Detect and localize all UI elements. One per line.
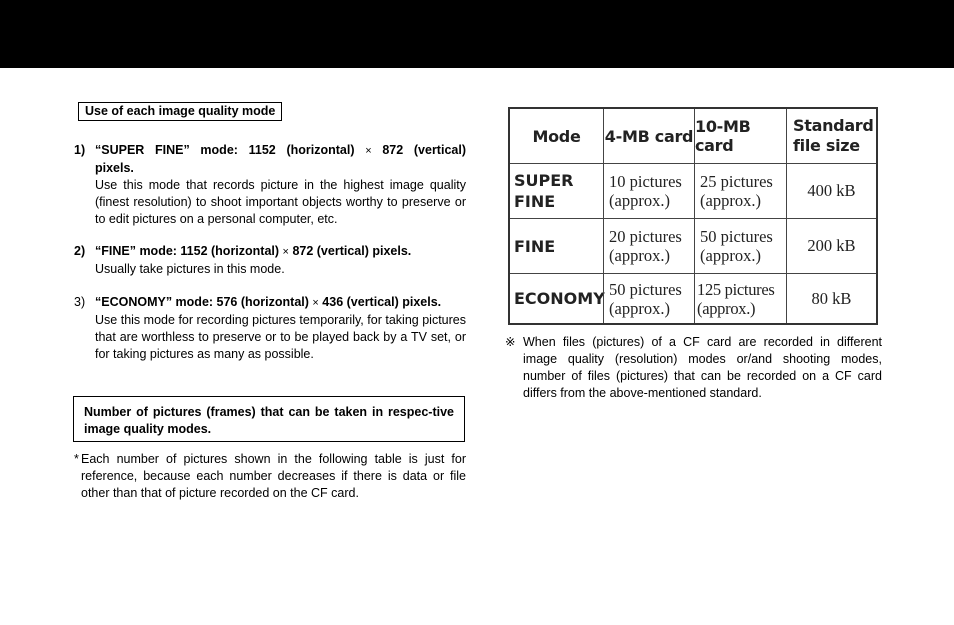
mode-description: Use this mode that records picture in the highest image quality (finest resolution) to shoot important objects worthy to preserve or to edit pictures on a personal computer, etc. bbox=[95, 178, 466, 226]
cell-4mb-approx: (approx.) bbox=[609, 298, 670, 318]
mode-heading-line1: “SUPER FINE” mode: 1152 (horizontal) × 872 (vertical) bbox=[95, 143, 466, 157]
table-row bbox=[510, 218, 876, 273]
top-black-bar bbox=[0, 0, 954, 68]
table-header-row bbox=[510, 109, 876, 163]
mode-heading: “FINE” mode: 1152 (horizontal) × 872 (vertical) pixels. bbox=[95, 244, 412, 258]
row-mode-line2: FINE bbox=[514, 192, 556, 211]
mode-description: Use this mode for recording pictures temporarily, for taking pictures that are worthless to preserve or to be played back by a TV set, or for taking pictures as many as possible. bbox=[95, 313, 466, 361]
cell-4mb-approx: (approx.) bbox=[609, 246, 670, 265]
section-label-image-quality: Use of each image quality mode bbox=[78, 102, 282, 121]
table-row bbox=[510, 273, 876, 323]
header-10mb-card: 10-MB card bbox=[695, 117, 751, 155]
cell-file-size: 400 kB bbox=[786, 164, 876, 218]
cell-4mb-count: 20 pictures bbox=[609, 227, 682, 246]
cell-10mb-approx: (approx.) bbox=[700, 191, 761, 210]
mode-item-economy bbox=[74, 294, 466, 363]
header-4mb-card: 4-MB card bbox=[604, 126, 694, 146]
file-count-note-text: When files (pictures) of a CF card are recorded in different image quality (resolution) modes or/and shooting modes, number of files (pictures) that can be recorded on a CF card differs from the above-mentioned standard. bbox=[523, 335, 882, 400]
item-number: 1) bbox=[74, 143, 86, 157]
mode-heading-line2: pixels. bbox=[95, 161, 134, 175]
table-row bbox=[510, 163, 876, 218]
mode-item-fine bbox=[74, 243, 466, 278]
cell-10mb-count: 50 pictures bbox=[700, 227, 773, 246]
asterisk-mark: * bbox=[74, 452, 79, 466]
cell-file-size: 200 kB bbox=[786, 219, 876, 273]
cell-file-size: 80 kB bbox=[786, 274, 876, 323]
mode-heading: “ECONOMY” mode: 576 (horizontal) × 436 (vertical) pixels. bbox=[95, 295, 442, 309]
mode-description: Usually take pictures in this mode. bbox=[95, 262, 285, 276]
cell-4mb-count: 10 pictures bbox=[609, 172, 682, 191]
reference-note-text: Each number of pictures shown in the following table is just for reference, because each number decreases if there is data or file other than that of picture recorded on the CF card. bbox=[81, 452, 466, 500]
cell-10mb-count: 25 pictures bbox=[700, 172, 773, 191]
item-number: 3) bbox=[74, 295, 86, 309]
cell-10mb-count: 125 pictures bbox=[697, 279, 775, 299]
pictures-table bbox=[508, 107, 878, 325]
file-count-note bbox=[505, 334, 882, 402]
row-mode-line1: ECONOMY bbox=[514, 289, 605, 308]
reference-mark: ※ bbox=[505, 335, 516, 349]
header-mode: Mode bbox=[532, 126, 581, 146]
mode-item-super-fine bbox=[74, 142, 466, 228]
reference-note bbox=[74, 451, 466, 502]
header-standard: Standard bbox=[793, 116, 874, 135]
row-mode-line1: SUPER bbox=[514, 171, 574, 190]
cell-10mb-approx: (approx.) bbox=[700, 246, 761, 265]
row-mode-line1: FINE bbox=[514, 236, 556, 256]
cell-4mb-approx: (approx.) bbox=[609, 191, 670, 210]
cell-4mb-count: 50 pictures bbox=[609, 279, 682, 299]
header-file-size: file size bbox=[793, 136, 860, 155]
item-number: 2) bbox=[74, 244, 86, 258]
cell-10mb-approx: (approx.) bbox=[697, 298, 756, 318]
pictures-count-heading-box: Number of pictures (frames) that can be taken in respec-tive image quality modes. bbox=[73, 396, 465, 442]
